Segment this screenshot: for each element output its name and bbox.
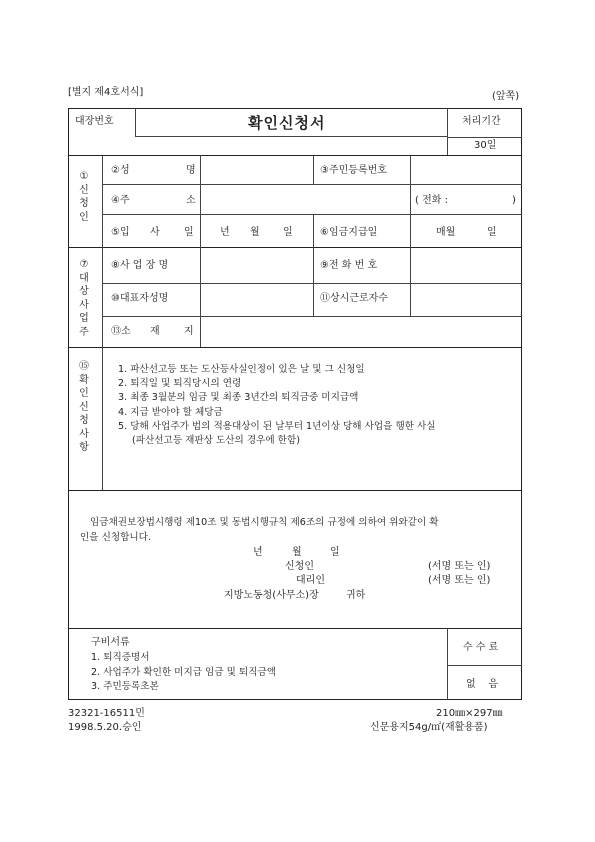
declaration-line-1: 임금채권보장법시행령 제10조 및 동법시행규칙 제6조의 규정에 의하여 위와같이 확 <box>90 517 439 528</box>
join-date-label: ⑤입 <box>111 227 130 238</box>
confirmation-item: 5. 당해 사업주가 법의 적용대상이 된 날부터 1년이상 당해 사업을 행한 사실 <box>118 421 436 432</box>
join-date-day: 일 <box>283 227 293 238</box>
approval-date: 1998.5.20.승인 <box>68 722 142 733</box>
business-section-label: ⑦ 대 상 사 업 주 <box>79 259 89 338</box>
attachment-item: 3. 주민등록초본 <box>91 681 159 692</box>
confirmation-item: 2. 퇴직일 및 퇴직당시의 연령 <box>118 378 242 389</box>
agent-sign-note: (서명 또는 인) <box>428 575 491 586</box>
attachment-item: 2. 사업주가 확인한 미지급 임금 및 퇴직금액 <box>91 667 276 678</box>
confirmation-item-note: (파산선고등 재판상 도산의 경우에 한함) <box>132 435 300 446</box>
agent-signer-label: 대리인 <box>296 575 325 586</box>
fee-value: 없 음 <box>466 679 499 690</box>
join-date-label-b: 사 <box>150 227 160 238</box>
form-label: [별지 제4호서식] <box>68 87 144 98</box>
phone-label: ( 전화 : <box>415 195 448 206</box>
address-label-tail: 소 <box>186 195 196 206</box>
processing-period-label: 처리기간 <box>462 116 501 127</box>
join-date-month: 월 <box>250 227 260 238</box>
name-label: ②성 <box>111 165 130 176</box>
workplace-label: ⑧사 업 장 명 <box>111 260 169 271</box>
page-title: 확인신청서 <box>248 114 326 132</box>
phone-close: ) <box>512 195 516 206</box>
declaration-month: 월 <box>292 547 302 558</box>
applicant-signer-label: 신청인 <box>285 561 314 572</box>
form-number: 32321-16511민 <box>68 708 145 719</box>
attachments-title: 구비서류 <box>91 637 130 648</box>
resident-number-label: ③주민등록번호 <box>320 165 387 176</box>
pay-day-label: ⑥임금지급일 <box>320 227 378 238</box>
paper-size: 210㎜×297㎜ <box>436 708 503 719</box>
confirmation-item: 3. 최종 3월분의 임금 및 최종 3년간의 퇴직금중 미지급액 <box>118 392 359 403</box>
workers-label: ⑪상시근로자수 <box>320 293 388 304</box>
name-label-tail: 명 <box>186 165 196 176</box>
confirmation-item: 1. 파산선고등 또는 도산등사실인정이 있은 날 및 그 신청일 <box>118 364 365 375</box>
page-side-label: (앞쪽) <box>492 91 520 102</box>
applicant-sign-note: (서명 또는 인) <box>428 561 491 572</box>
processing-period-value: 30일 <box>474 140 497 151</box>
addressee-suffix: 귀하 <box>346 590 366 601</box>
location-label-c: 지 <box>184 326 194 337</box>
attachment-item: 1. 퇴직증명서 <box>91 652 150 663</box>
addressee: 지방노동청(사무소)장 <box>224 590 319 601</box>
join-date-year: 년 <box>220 227 230 238</box>
ledger-number-label: 대장번호 <box>75 116 114 127</box>
applicant-section-label: ① 신 청 인 <box>79 171 89 223</box>
business-phone-label: ⑨전 화 번 호 <box>320 260 378 271</box>
pay-day-unit: 일 <box>487 227 497 238</box>
address-label: ④주 <box>111 195 130 206</box>
form-frame <box>68 108 522 700</box>
declaration-day: 일 <box>330 547 340 558</box>
location-label-b: 재 <box>150 326 160 337</box>
paper-spec: 신문용지54g/㎡(재활용품) <box>370 722 488 733</box>
fee-label: 수 수 료 <box>463 642 499 653</box>
declaration-line-2: 인을 신청합니다. <box>80 532 151 543</box>
location-label: ⑬소 <box>111 326 131 337</box>
representative-label: ⑩대표자성명 <box>111 293 169 304</box>
confirmation-item: 4. 지급 받아야 할 체당금 <box>118 407 223 418</box>
pay-day-value: 매월 <box>436 227 456 238</box>
declaration-year: 년 <box>253 547 263 558</box>
confirmation-section-label: ⑮ 확 인 신 청 사 항 <box>79 361 89 453</box>
join-date-label-c: 일 <box>184 227 194 238</box>
